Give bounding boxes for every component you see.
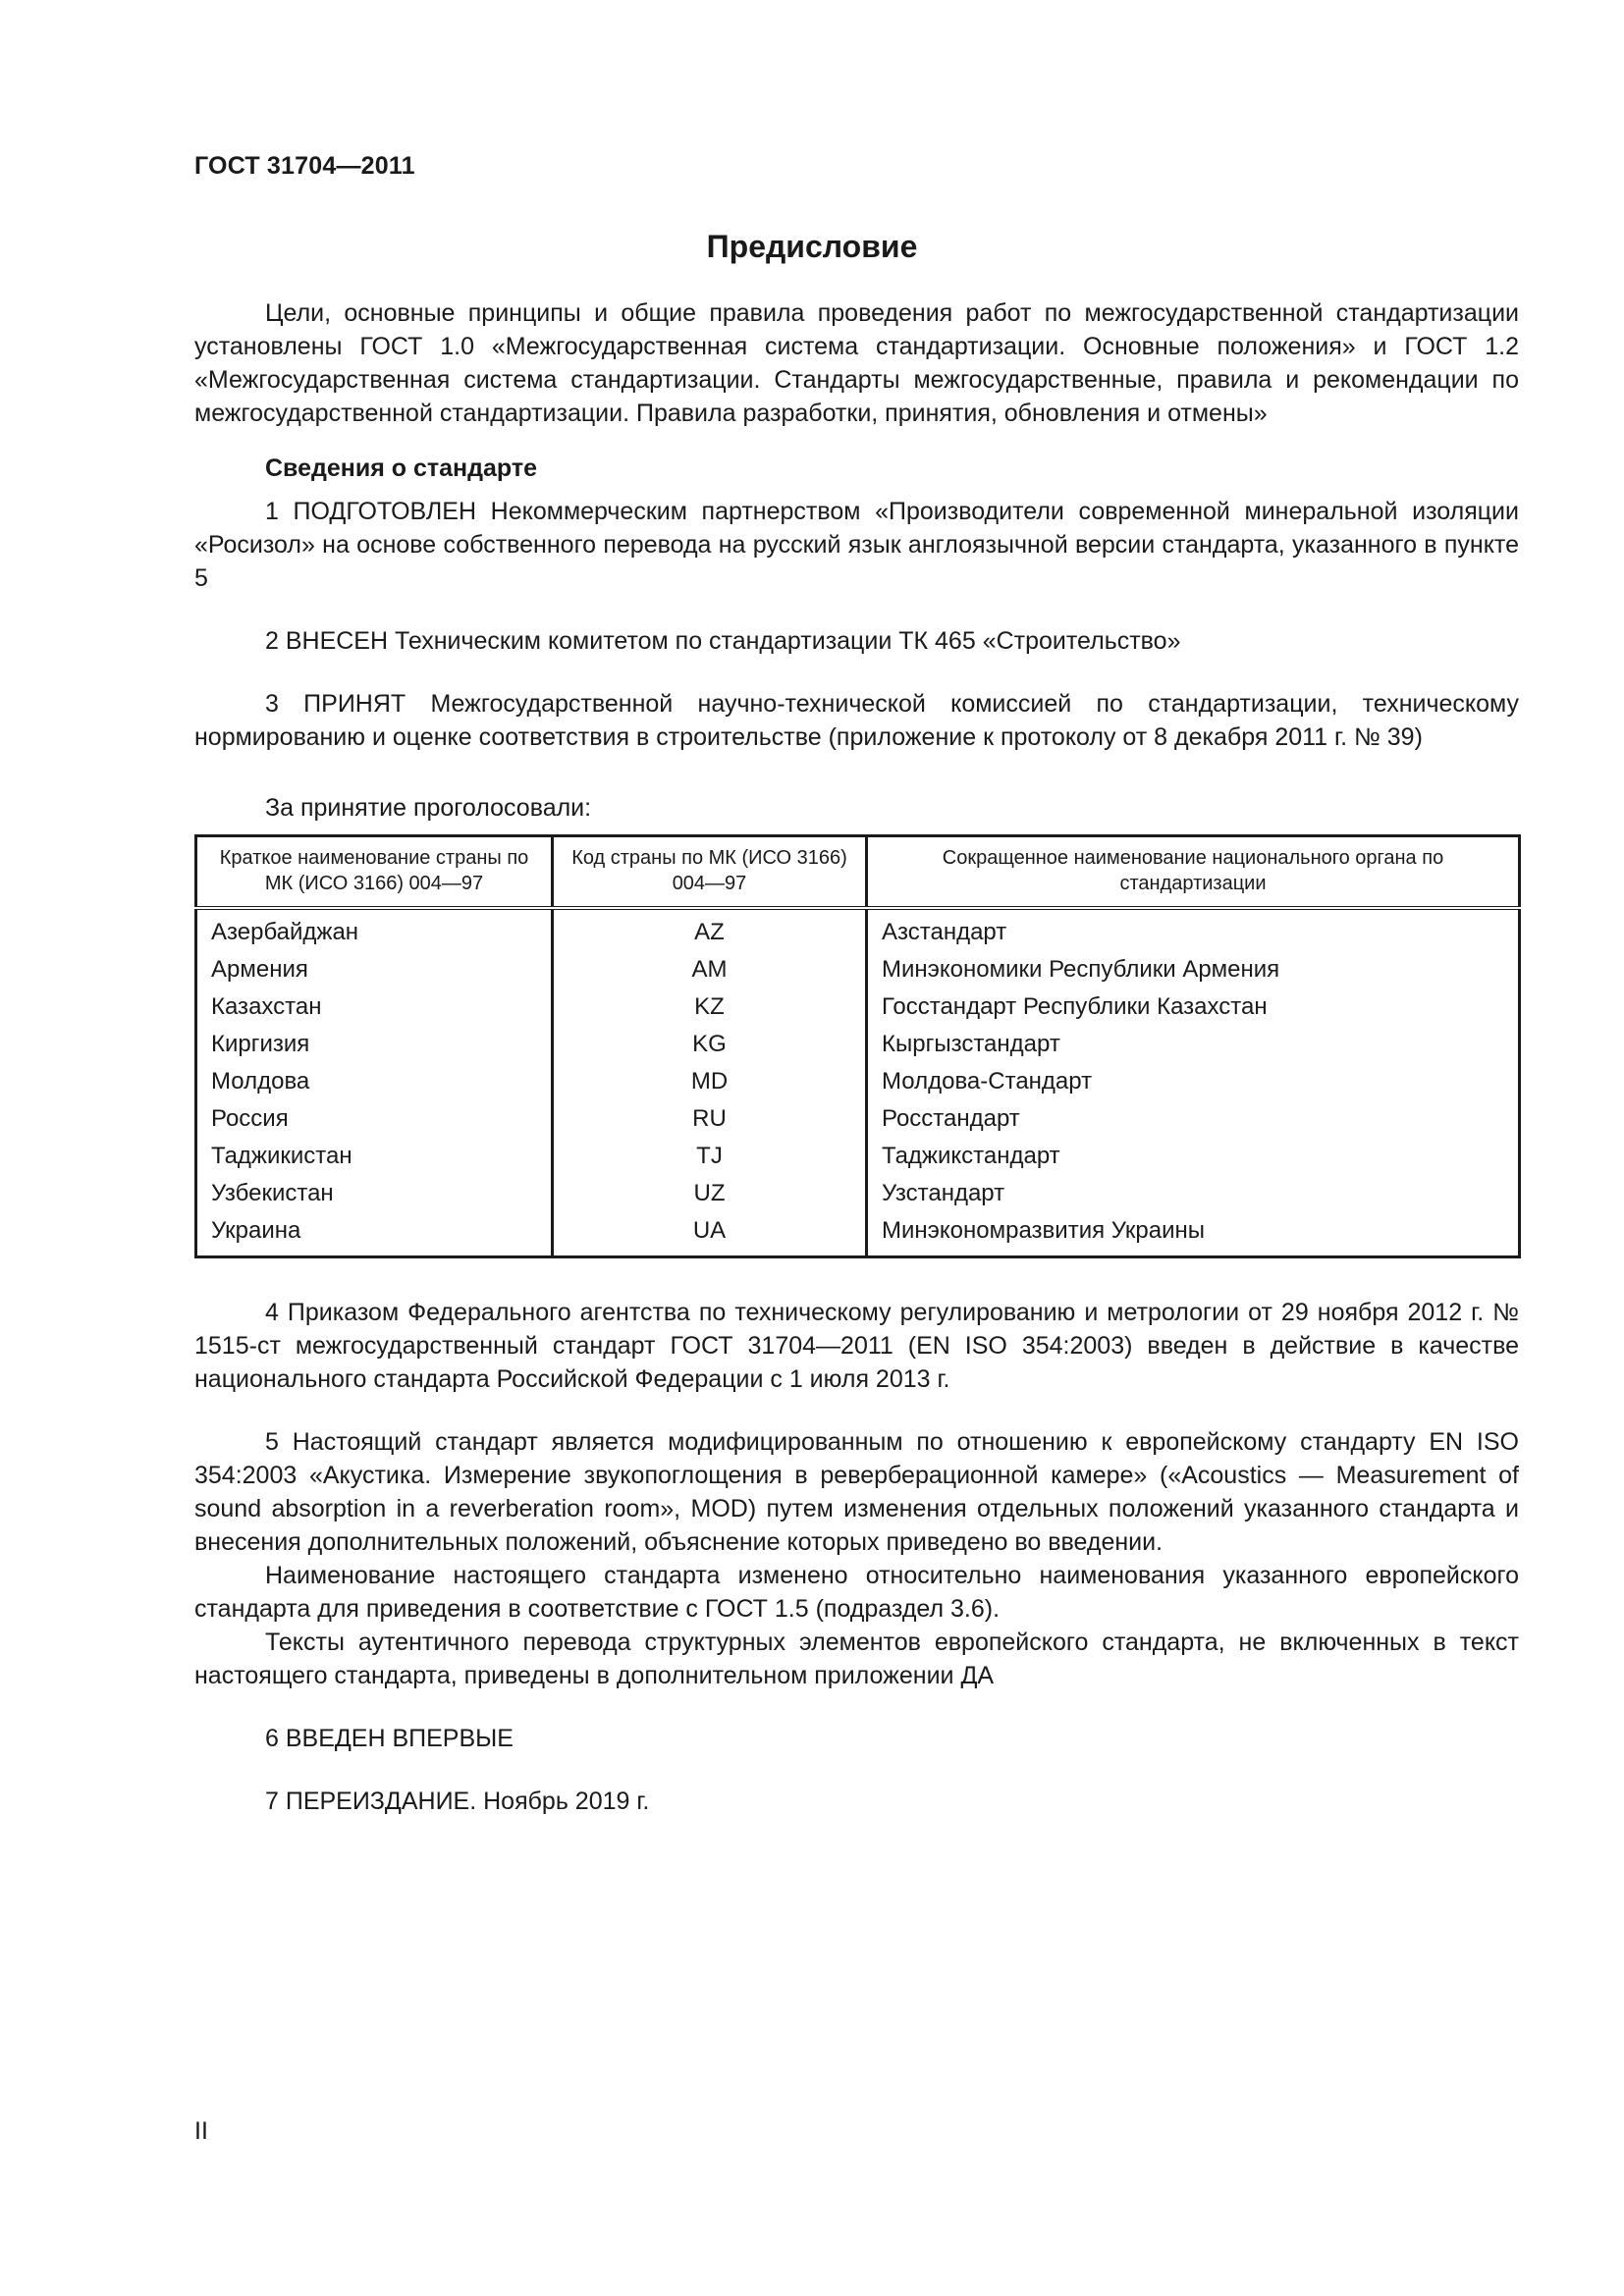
- page-number: II: [194, 2117, 208, 2145]
- code-cell: TJ: [553, 1138, 867, 1175]
- document-code: ГОСТ 31704—2011: [194, 152, 415, 180]
- item-5-note-translation: Тексты аутентичного перевода структурных элементов европейского стандарта, не включенных в текст настоящего стандарта, приведены в дополнительном приложении ДА: [194, 1629, 1519, 1689]
- country-cell: Украина: [196, 1212, 553, 1257]
- body-cell: Азстандарт: [882, 919, 1007, 945]
- body-cell: Таджикстандарт: [882, 1143, 1060, 1169]
- code-cell: UZ: [553, 1175, 867, 1212]
- country-cell: Узбекистан: [196, 1175, 553, 1212]
- body-cell: Минэкономразвития Украины: [882, 1217, 1206, 1244]
- code-cell: MD: [553, 1063, 867, 1100]
- foreword-body: [194, 296, 1519, 1818]
- table-row: [196, 908, 1520, 951]
- body-cell: Молдова-Стандарт: [882, 1068, 1093, 1095]
- table-header-code: Код страны по МК (ИСО 3166) 004—97: [553, 836, 867, 909]
- country-cell: Азербайджан: [196, 908, 553, 951]
- body-cell: Госстандарт Республики Казахстан: [882, 993, 1268, 1020]
- vote-label: За принятие проголосовали:: [265, 794, 592, 822]
- code-cell: AZ: [553, 908, 867, 951]
- code-cell: UA: [553, 1212, 867, 1257]
- body-cell: Росстандарт: [882, 1105, 1020, 1132]
- item-1-paragraph: 1 ПОДГОТОВЛЕН Некоммерческим партнерством «Производители современной минеральной изоляции «Росизол» на основе собственного перевода на русский язык англоязычной версии стандарта, указанного в пункте 5: [194, 498, 1519, 592]
- country-cell: Россия: [196, 1100, 553, 1138]
- item-6-paragraph: 6 ВВЕДЕН ВПЕРВЫЕ: [265, 1725, 514, 1752]
- body-cell: Узстандарт: [882, 1180, 1005, 1206]
- table-row: [196, 988, 1520, 1026]
- item-5-note-title: Наименование настоящего стандарта изменено относительно наименования указанного европейского стандарта для приведения в соответствие с ГОСТ 1.5 (подраздел 3.6).: [194, 1562, 1519, 1623]
- table-header-row: [196, 836, 1520, 909]
- country-cell: Таджикистан: [196, 1138, 553, 1175]
- country-cell: Казахстан: [196, 988, 553, 1026]
- code-cell: KG: [553, 1026, 867, 1063]
- item-2-paragraph: 2 ВНЕСЕН Техническим комитетом по стандартизации ТК 465 «Строительство»: [265, 627, 1181, 655]
- body-cell: Кыргызстандарт: [882, 1031, 1060, 1057]
- body-cell: Минэкономики Республики Армения: [882, 956, 1280, 983]
- page-title: Предисловие: [706, 229, 918, 264]
- country-cell: Молдова: [196, 1063, 553, 1100]
- item-7-paragraph: 7 ПЕРЕИЗДАНИЕ. Ноябрь 2019 г.: [265, 1788, 650, 1815]
- table-row: [196, 951, 1520, 988]
- section-heading: Сведения о стандарте: [265, 454, 538, 482]
- table-row: [196, 1026, 1520, 1063]
- table-row: [196, 1212, 1520, 1257]
- table-row: [196, 1063, 1520, 1100]
- table-header-country: Краткое наименование страны по МК (ИСО 3166) 004—97: [196, 836, 553, 909]
- code-cell: AM: [553, 951, 867, 988]
- code-cell: RU: [553, 1100, 867, 1138]
- item-5-paragraph: 5 Настоящий стандарт является модифицированным по отношению к европейскому стандарту EN ISO 354:2003 «Акустика. Измерение звукопоглощения в реверберационной камере» («Acoustics — Measurement of sound absorption in a reverberation room», MOD) путем изменения отдельных положений указанного стандарта и внесения дополнительных положений, объяснение которых приведено во введении.: [194, 1428, 1519, 1556]
- table-row: [196, 1175, 1520, 1212]
- country-cell: Киргизия: [196, 1026, 553, 1063]
- item-4-paragraph: 4 Приказом Федерального агентства по техническому регулированию и метрологии от 29 ноября 2012 г. № 1515-ст межгосударственный стандарт ГОСТ 31704—2011 (EN ISO 354:2003) введен в действие в качестве национального стандарта Российской Федерации с 1 июля 2013 г.: [194, 1299, 1519, 1393]
- item-3-paragraph: 3 ПРИНЯТ Межгосударственной научно-технической комиссией по стандартизации, техническому нормированию и оценке соответствия в строительстве (приложение к протоколу от 8 декабря 2011 г. № 39): [194, 690, 1519, 751]
- table-header-body: Сокращенное наименование национального органа по стандартизации: [867, 836, 1520, 909]
- table-row: [196, 1138, 1520, 1175]
- country-cell: Армения: [196, 951, 553, 988]
- table-row: [196, 1100, 1520, 1138]
- code-cell: KZ: [553, 988, 867, 1026]
- intro-paragraph: Цели, основные принципы и общие правила проведения работ по межгосударственной стандартизации установлены ГОСТ 1.0 «Межгосударственная система стандартизации. Основные положения» и ГОСТ 1.2 «Межгосударственная система стандартизации. Стандарты межгосударственные, правила и рекомендации по межгосударственной стандартизации. Правила разработки, принятия, обновления и отмены»: [194, 299, 1519, 427]
- voting-table: [194, 834, 1521, 1258]
